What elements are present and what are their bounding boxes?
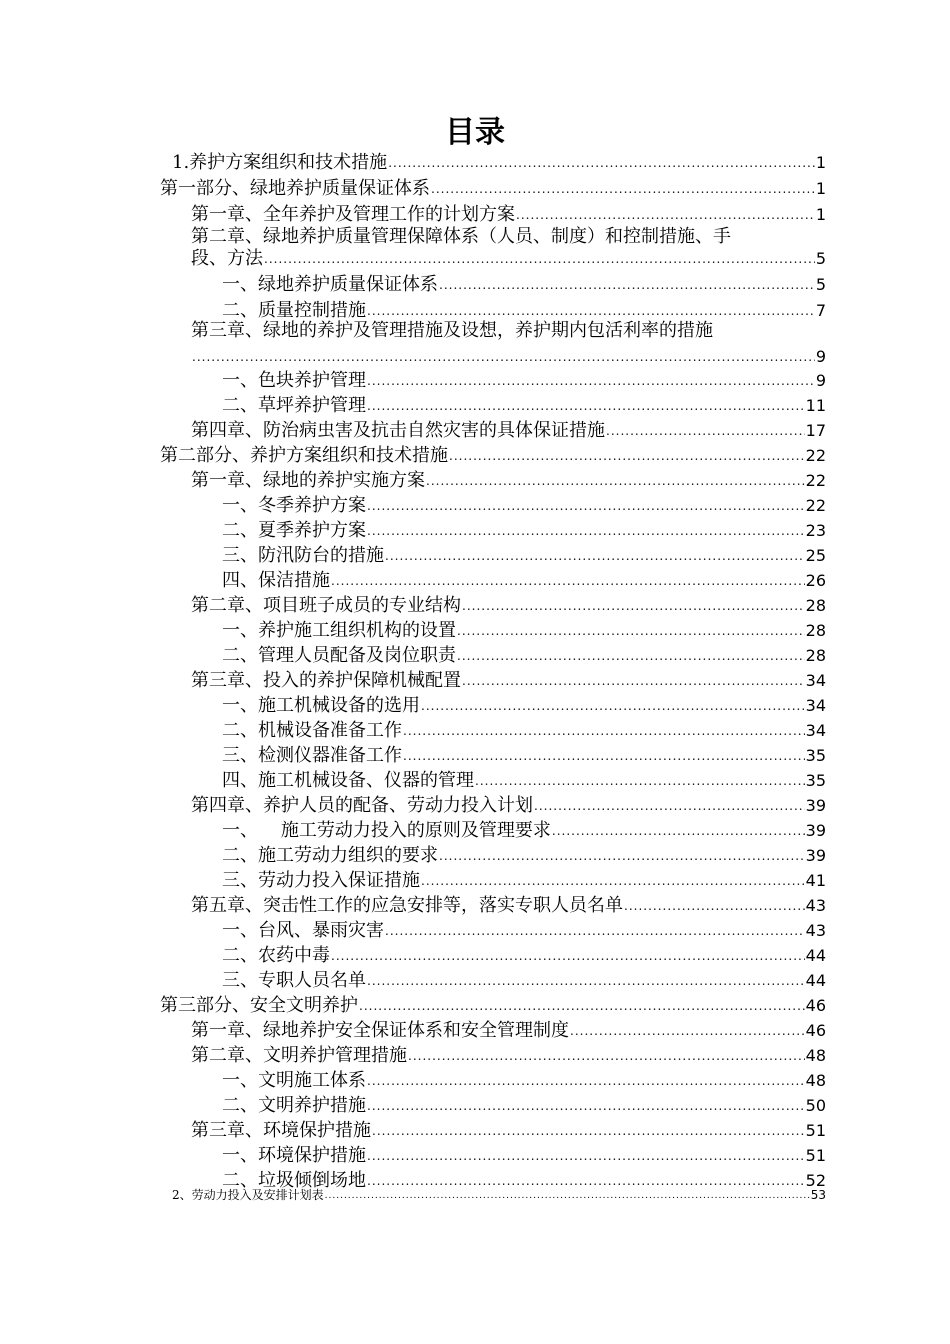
toc-leader-dots [606,424,805,438]
toc-entry-page: 41 [805,871,826,890]
toc-entry[interactable] [222,1141,826,1167]
toc-entry-page: 5 [815,275,826,294]
toc-entry-page: 53 [810,1188,826,1202]
toc-entry-label: 四、保洁措施 [222,570,330,591]
toc-entry[interactable] [222,941,826,967]
toc-leader-dots [359,999,805,1013]
toc-entry-label: 二、垃圾倾倒场地 [222,1170,366,1191]
toc-leader-dots [385,924,805,938]
toc-leader-dots [331,574,805,588]
toc-entry[interactable] [222,566,826,592]
toc-entry-page: 28 [805,596,826,615]
toc-entry-label: 二、质量控制措施 [222,300,366,321]
toc-entry-label: 一、冬季养护方案 [222,495,366,516]
toc-entry-page: 51 [805,1121,826,1140]
toc-entry[interactable] [222,641,826,667]
toc-entry[interactable] [160,174,826,200]
toc-leader-dots [367,1149,805,1163]
toc-entry-page: 1 [815,153,826,172]
toc-entry[interactable] [191,416,826,442]
toc-leader-dots [367,974,805,988]
toc-entry[interactable] [191,1116,826,1142]
toc-entry[interactable] [191,200,826,226]
toc-leader-dots [426,474,805,488]
toc-entry-page: 43 [805,921,826,940]
toc-leader-dots [367,524,805,538]
toc-leader-dots [462,674,805,688]
toc-leader-dots [475,774,805,788]
toc-entry-page: 5 [815,249,826,268]
toc-entry-label: 二、夏季养护方案 [222,520,366,541]
toc-leader-dots [449,449,805,463]
toc-entry-page: 35 [805,771,826,790]
toc-entry-label: 四、施工机械设备、仪器的管理 [222,770,474,791]
toc-entry-page: 51 [805,1146,826,1165]
toc-entry-label: 一、 施工劳动力投入的原则及管理要求 [222,820,551,841]
toc-entry-label: 一、绿地养护质量保证体系 [222,274,438,295]
toc-entry[interactable] [222,841,826,867]
toc-entry-page: 25 [805,546,826,565]
toc-entry-label: 三、劳动力投入保证措施 [222,870,420,891]
toc-entry[interactable] [222,491,826,517]
toc-entry-page: 23 [805,521,826,540]
toc-entry-page: 48 [805,1046,826,1065]
toc-entry-label-line1[interactable]: 第二章、绿地养护质量管理保障体系（人员、制度）和控制措施、手 [191,226,731,247]
toc-entry-page: 26 [805,571,826,590]
toc-entry-label: 二、管理人员配备及岗位职责 [222,645,456,666]
toc-entry-label: 第二章、项目班子成员的专业结构 [191,595,461,616]
toc-entry-label: 一、文明施工体系 [222,1070,366,1091]
toc-leader-dots [534,799,805,813]
toc-entry-page: 43 [805,896,826,915]
toc-entry-label: 第一章、绿地的养护实施方案 [191,470,425,491]
toc-leader-dots [457,624,805,638]
toc-entry-label: 一、施工机械设备的选用 [222,695,420,716]
toc-leader-dots [264,252,815,266]
toc-entry-page: 39 [805,846,826,865]
toc-entry-label: 第四章、防治病虫害及抗击自然灾害的具体保证措施 [191,420,605,441]
toc-entry-label: 第一章、绿地养护安全保证体系和安全管理制度 [191,1020,569,1041]
toc-leader-dots [367,1074,805,1088]
toc-entry-page: 17 [805,421,826,440]
toc-leader-dots [192,350,815,364]
toc-entry-page: 9 [815,347,826,366]
toc-entry-page: 46 [805,1021,826,1040]
toc-entry-page: 34 [805,721,826,740]
toc-entry-label: 1.养护方案组织和技术措施 [172,152,388,173]
toc-entry-label: 第一章、全年养护及管理工作的计划方案 [191,204,515,225]
toc-leader-dots [388,156,815,170]
toc-entry[interactable] [222,1091,826,1117]
toc-entry-label: 第二部分、养护方案组织和技术措施 [160,445,448,466]
toc-leader-dots [403,749,805,763]
toc-entry-label: 一、养护施工组织机构的设置 [222,620,456,641]
toc-entry-label: 第三章、环境保护措施 [191,1120,371,1141]
toc-entry[interactable] [222,916,826,942]
toc-entry-label: 段、方法 [191,248,263,269]
toc-entry[interactable] [191,666,826,692]
toc-leader-dots [570,1024,805,1038]
toc-entry-page: 44 [805,971,826,990]
toc-entry-label: 一、环境保护措施 [222,1145,366,1166]
toc-entry-page: 50 [805,1096,826,1115]
toc-entry-page: 52 [805,1171,826,1190]
toc-leader-dots [403,724,805,738]
toc-entry[interactable] [222,616,826,642]
toc-entry[interactable] [222,866,826,892]
toc-entry-page: 22 [805,496,826,515]
toc-leader-dots [367,374,815,388]
toc-entry[interactable] [222,296,826,322]
toc-entry-page: 7 [815,301,826,320]
toc-entry-label: 一、台风、暴雨灾害 [222,920,384,941]
toc-entry-label: 第五章、突击性工作的应急安排等，落实专职人员名单 [191,895,623,916]
toc-entry-page: 39 [805,821,826,840]
toc-entry[interactable] [222,516,826,542]
toc-entry-page: 22 [805,446,826,465]
toc-leader-dots [516,208,815,222]
toc-leader-dots [367,1099,805,1113]
toc-entry[interactable] [222,691,826,717]
toc-entry[interactable] [222,741,826,767]
toc-entry-label: 三、防汛防台的措施 [222,545,384,566]
toc-entry-label: 第三部分、安全文明养护 [160,995,358,1016]
toc-leader-dots [367,304,815,318]
toc-leader-dots [421,699,805,713]
toc-leader-dots [385,549,805,563]
toc-entry-page: 39 [805,796,826,815]
toc-entry[interactable] [191,466,826,492]
toc-leader-dots [331,949,805,963]
toc-leader-dots [367,399,805,413]
toc-entry-page: 22 [805,471,826,490]
toc-entry-page: 28 [805,621,826,640]
toc-title: 目录 [445,115,505,150]
toc-leader-dots [624,899,805,913]
toc-entry-label-line1[interactable]: 第三章、绿地的养护及管理措施及设想，养护期内包活利率的措施 [191,320,713,341]
toc-entry[interactable] [191,591,826,617]
toc-entry[interactable] [160,991,826,1017]
toc-leader-dots [439,278,815,292]
toc-entry[interactable] [222,766,826,792]
toc-entry-page: 44 [805,946,826,965]
toc-entry[interactable] [222,716,826,742]
toc-entry[interactable] [191,891,826,917]
toc-entry-page: 1 [815,205,826,224]
toc-entry-label: 2、劳动力投入及安排计划表 [172,1188,324,1202]
toc-entry-page: 11 [805,396,826,415]
toc-entry-page: 48 [805,1071,826,1090]
toc-entry-label: 三、检测仪器准备工作 [222,745,402,766]
toc-entry[interactable] [160,441,826,467]
toc-leader-dots [408,1049,805,1063]
toc-entry-page: 35 [805,746,826,765]
toc-leader-dots [372,1124,805,1138]
toc-entry-label: 第二章、文明养护管理措施 [191,1045,407,1066]
toc-entry-label: 二、农药中毒 [222,945,330,966]
toc-entry-label: 二、施工劳动力组织的要求 [222,845,438,866]
toc-entry-label: 第三章、投入的养护保障机械配置 [191,670,461,691]
toc-leader-dots [457,649,805,663]
toc-entry[interactable] [191,1016,826,1042]
toc-leader-dots [439,849,805,863]
toc-entry-label: 一、色块养护管理 [222,370,366,391]
toc-entry[interactable] [222,1066,826,1092]
toc-leader-dots [367,499,805,513]
toc-leader-dots [462,599,805,613]
toc-entry-page: 46 [805,996,826,1015]
toc-entry[interactable] [222,541,826,567]
toc-entry-page: 9 [815,371,826,390]
toc-leader-dots [552,824,805,838]
toc-entry[interactable] [191,791,826,817]
toc-entry[interactable] [191,244,826,270]
toc-entry[interactable] [172,1186,826,1206]
toc-entry-label: 二、机械设备准备工作 [222,720,402,741]
toc-leader-dots [325,1191,810,1201]
toc-entry-page: 28 [805,646,826,665]
toc-entry-label: 三、专职人员名单 [222,970,366,991]
toc-entry[interactable] [222,816,826,842]
toc-leader-dots [421,874,805,888]
toc-entry-page: 1 [815,179,826,198]
toc-entry[interactable] [222,270,826,296]
toc-entry[interactable] [191,1041,826,1067]
toc-entry-page: 34 [805,671,826,690]
toc-entry-page: 34 [805,696,826,715]
toc-entry[interactable] [222,366,826,392]
toc-entry-label: 第一部分、绿地养护质量保证体系 [160,178,430,199]
toc-entry[interactable] [191,342,826,368]
toc-entry-label: 二、草坪养护管理 [222,395,366,416]
toc-entry[interactable] [222,966,826,992]
toc-entry[interactable] [172,148,826,174]
toc-entry-label: 二、文明养护措施 [222,1095,366,1116]
toc-entry[interactable] [222,391,826,417]
toc-entry-label: 第四章、养护人员的配备、劳动力投入计划 [191,795,533,816]
toc-leader-dots [431,182,815,196]
